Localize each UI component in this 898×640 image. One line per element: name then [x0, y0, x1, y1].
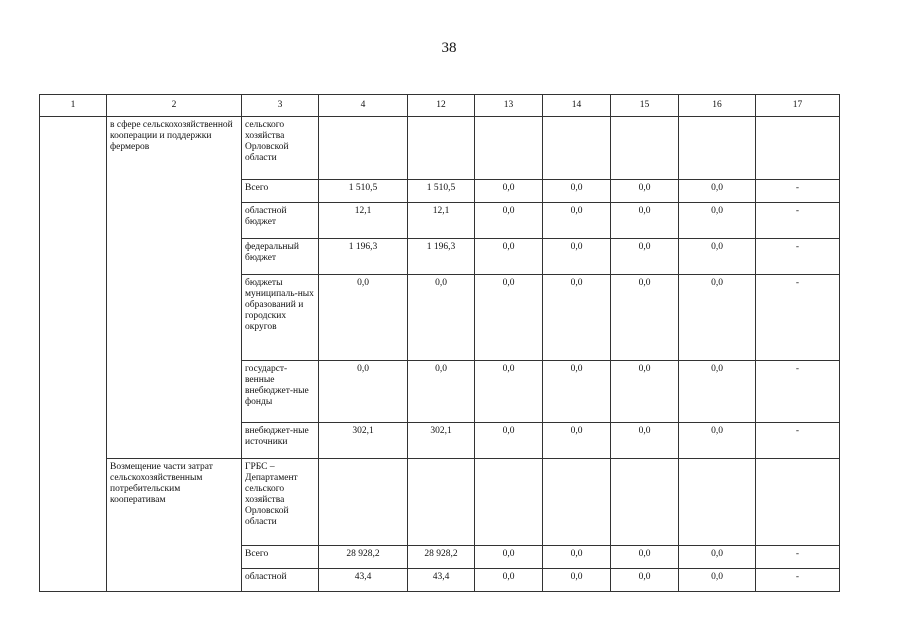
- value-col-13: [475, 117, 543, 180]
- header-cell-col-16: 16: [679, 95, 756, 117]
- value-col-4: 28 928,2: [319, 546, 408, 569]
- value-col-13: 0,0: [475, 361, 543, 423]
- value-col-16: 0,0: [679, 275, 756, 361]
- activity-description: Возмещение части затрат сельскохозяйственным потребительским кооперативам: [107, 459, 242, 592]
- value-col-14: 0,0: [543, 275, 611, 361]
- funding-source: областной бюджет: [242, 203, 319, 239]
- value-col-14: [543, 117, 611, 180]
- value-col-13: 0,0: [475, 203, 543, 239]
- header-cell-col-14: 14: [543, 95, 611, 117]
- value-col-15: [611, 459, 679, 546]
- value-col-4: 43,4: [319, 569, 408, 592]
- value-col-12: 302,1: [408, 423, 475, 459]
- value-col-16: 0,0: [679, 361, 756, 423]
- value-col-17: -: [756, 203, 840, 239]
- table-cell-col-1: [40, 117, 107, 592]
- value-col-12: [408, 117, 475, 180]
- value-col-17: [756, 117, 840, 180]
- value-col-16: 0,0: [679, 180, 756, 203]
- value-col-14: 0,0: [543, 180, 611, 203]
- value-col-15: 0,0: [611, 203, 679, 239]
- value-col-4: 12,1: [319, 203, 408, 239]
- value-col-4: 1 196,3: [319, 239, 408, 275]
- header-cell-col-12: 12: [408, 95, 475, 117]
- value-col-14: 0,0: [543, 361, 611, 423]
- value-col-17: -: [756, 569, 840, 592]
- value-col-12: [408, 459, 475, 546]
- funding-source: областной: [242, 569, 319, 592]
- funding-source: Всего: [242, 180, 319, 203]
- value-col-12: 1 196,3: [408, 239, 475, 275]
- value-col-14: 0,0: [543, 569, 611, 592]
- value-col-16: [679, 117, 756, 180]
- value-col-14: 0,0: [543, 423, 611, 459]
- value-col-17: -: [756, 275, 840, 361]
- value-col-17: -: [756, 180, 840, 203]
- value-col-17: -: [756, 423, 840, 459]
- funding-source: федеральный бюджет: [242, 239, 319, 275]
- value-col-14: 0,0: [543, 546, 611, 569]
- value-col-15: 0,0: [611, 546, 679, 569]
- value-col-16: 0,0: [679, 423, 756, 459]
- value-col-16: 0,0: [679, 546, 756, 569]
- value-col-16: [679, 459, 756, 546]
- header-cell-col-2: 2: [107, 95, 242, 117]
- value-col-12: 1 510,5: [408, 180, 475, 203]
- header-cell-col-17: 17: [756, 95, 840, 117]
- value-col-13: 0,0: [475, 275, 543, 361]
- value-col-4: 0,0: [319, 361, 408, 423]
- value-col-15: 0,0: [611, 180, 679, 203]
- budget-table: [39, 94, 840, 592]
- value-col-12: 12,1: [408, 203, 475, 239]
- value-col-15: 0,0: [611, 569, 679, 592]
- value-col-17: -: [756, 361, 840, 423]
- value-col-4: 302,1: [319, 423, 408, 459]
- header-cell-col-15: 15: [611, 95, 679, 117]
- header-cell-col-3: 3: [242, 95, 319, 117]
- activity-description: в сфере сельскохозяйственной кооперации и поддержки фермеров: [107, 117, 242, 459]
- value-col-4: [319, 117, 408, 180]
- table-row: [40, 459, 840, 546]
- funding-source: Всего: [242, 546, 319, 569]
- value-col-13: 0,0: [475, 569, 543, 592]
- value-col-13: 0,0: [475, 546, 543, 569]
- value-col-15: [611, 117, 679, 180]
- value-col-13: 0,0: [475, 180, 543, 203]
- value-col-16: 0,0: [679, 203, 756, 239]
- value-col-13: 0,0: [475, 239, 543, 275]
- table-row: [40, 117, 840, 180]
- value-col-4: 0,0: [319, 275, 408, 361]
- value-col-12: 0,0: [408, 275, 475, 361]
- header-cell-col-1: 1: [40, 95, 107, 117]
- header-cell-col-13: 13: [475, 95, 543, 117]
- funding-source: сельского хозяйства Орловской области: [242, 117, 319, 180]
- value-col-4: 1 510,5: [319, 180, 408, 203]
- funding-source: бюджеты муниципаль-ных образований и городских округов: [242, 275, 319, 361]
- value-col-14: 0,0: [543, 203, 611, 239]
- funding-source: государст-венные внебюджет-ные фонды: [242, 361, 319, 423]
- value-col-15: 0,0: [611, 361, 679, 423]
- funding-source: ГРБС – Департамент сельского хозяйства Орловской области: [242, 459, 319, 546]
- value-col-15: 0,0: [611, 423, 679, 459]
- value-col-17: -: [756, 546, 840, 569]
- header-row: [40, 95, 840, 117]
- value-col-17: -: [756, 239, 840, 275]
- value-col-15: 0,0: [611, 239, 679, 275]
- value-col-12: 43,4: [408, 569, 475, 592]
- funding-source: внебюджет-ные источники: [242, 423, 319, 459]
- page-number: 38: [441, 40, 457, 56]
- value-col-12: 0,0: [408, 361, 475, 423]
- value-col-12: 28 928,2: [408, 546, 475, 569]
- value-col-16: 0,0: [679, 239, 756, 275]
- value-col-4: [319, 459, 408, 546]
- value-col-13: [475, 459, 543, 546]
- value-col-16: 0,0: [679, 569, 756, 592]
- value-col-13: 0,0: [475, 423, 543, 459]
- value-col-15: 0,0: [611, 275, 679, 361]
- value-col-14: [543, 459, 611, 546]
- value-col-14: 0,0: [543, 239, 611, 275]
- header-cell-col-4: 4: [319, 95, 408, 117]
- value-col-17: [756, 459, 840, 546]
